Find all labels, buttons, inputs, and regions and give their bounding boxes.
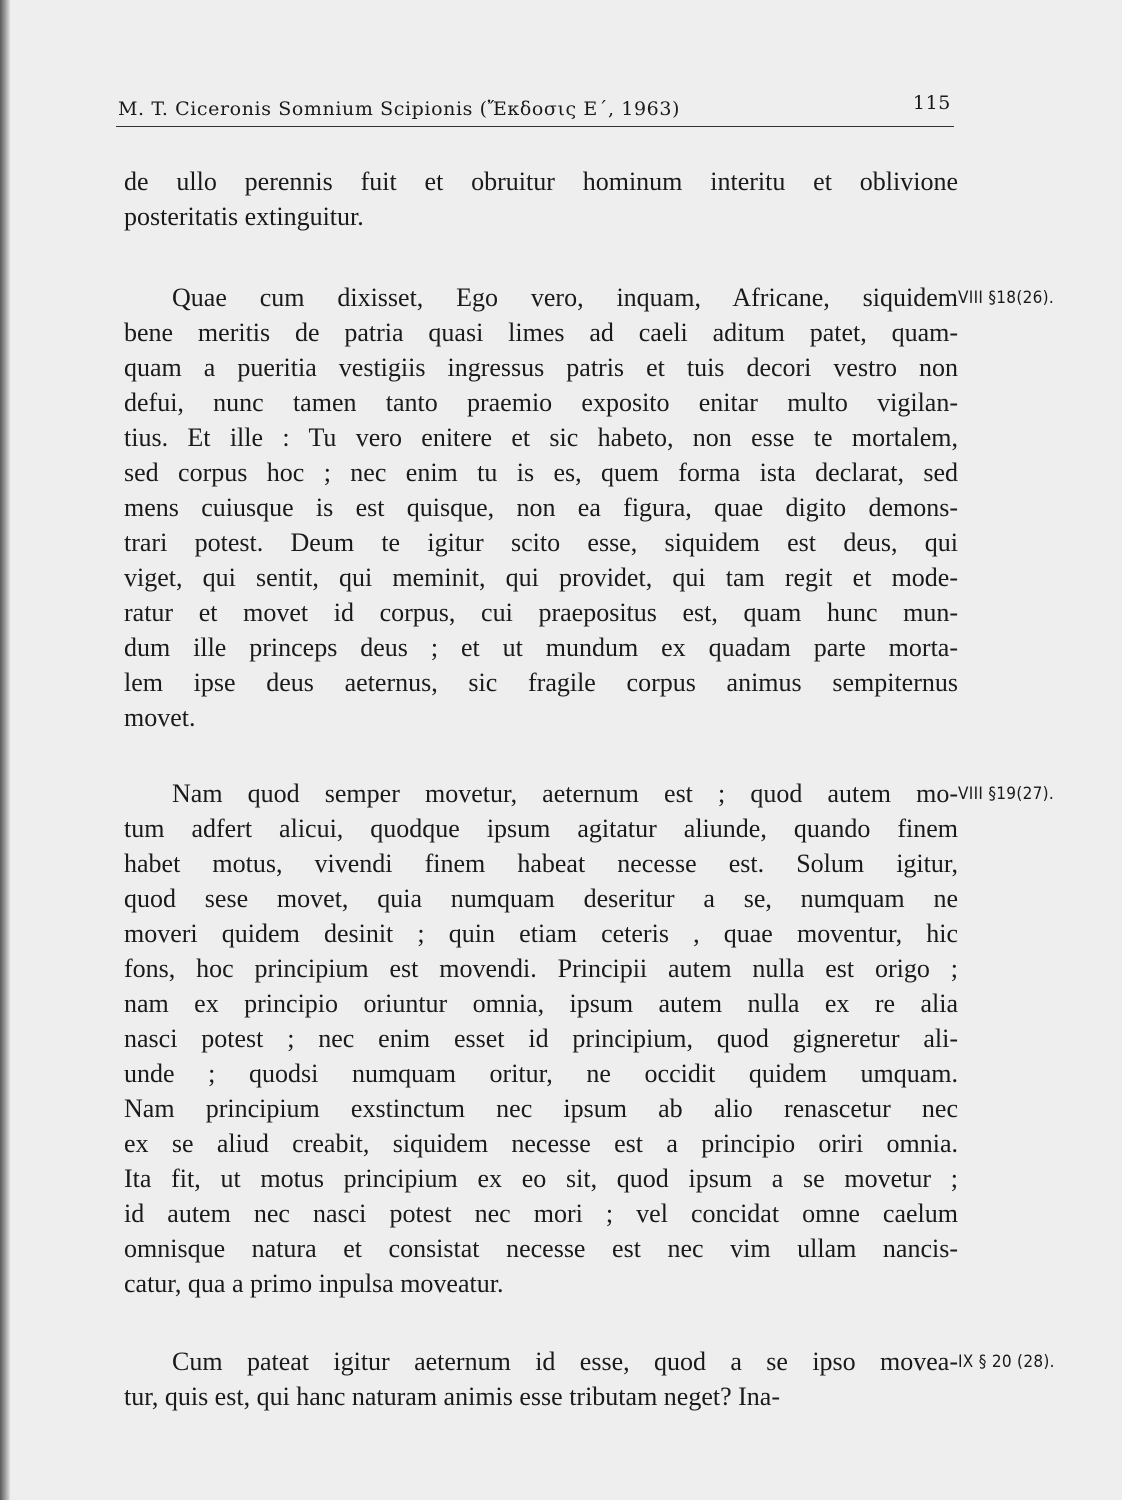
text-line: de ullo perennis fuit et obruitur hominum interitu et oblivione (124, 167, 958, 196)
text-line: tur, quis est, qui hanc naturam animis esse tributam neget? Ina- (124, 1382, 780, 1411)
text-line: Cum pateat igitur aeternum id esse, quod a se ipso movea- (172, 1347, 958, 1376)
text-line: ratur et movet id corpus, cui praepositus est, quam hunc mun- (124, 598, 958, 627)
text-line: tum adfert alicui, quodque ipsum agitatur aliunde, quando finem (124, 814, 958, 843)
text-line: tius. Et ille : Tu vero enitere et sic habeto, non esse te mortalem, (124, 423, 958, 452)
text-line: lem ipse deus aeternus, sic fragile corpus animus sempiternus (124, 668, 958, 697)
text-line: quam a pueritia vestigiis ingressus patris et tuis decori vestro non (124, 353, 958, 382)
text-line: Ita fit, ut motus principium ex eo sit, quod ipsum a se movetur ; (124, 1164, 958, 1193)
header-rule (116, 126, 954, 127)
text-line: Nam quod semper movetur, aeternum est ; quod autem mo- (172, 779, 958, 808)
text-line: ex se aliud creabit, siquidem necesse est a principio oriri omnia. (124, 1129, 958, 1158)
text-line: omnisque natura et consistat necesse est nec vim ullam nancis- (124, 1234, 958, 1263)
text-line: fons, hoc principium est movendi. Principii autem nulla est origo ; (124, 954, 958, 983)
text-line: nasci potest ; nec enim esset id principium, quod gigneretur ali- (124, 1024, 958, 1053)
marginal-reference: VIII §19(27). (958, 784, 1055, 804)
paragraph-4 (124, 1344, 958, 1414)
text-line: nam ex principio oriuntur omnia, ipsum autem nulla ex re alia (124, 989, 958, 1018)
text-line: posteritatis extinguitur. (124, 202, 364, 231)
text-line: sed corpus hoc ; nec enim tu is es, quem forma ista declarat, sed (124, 458, 958, 487)
text-line: Nam principium exstinctum nec ipsum ab alio renascetur nec (124, 1094, 958, 1123)
text-line: Quae cum dixisset, Ego vero, inquam, Africane, siquidem (172, 283, 958, 312)
marginal-reference: VIII §18(26). (958, 288, 1055, 308)
text-line: movet. (124, 703, 196, 732)
page-number: 115 (912, 92, 951, 114)
text-line: bene meritis de patria quasi limes ad caeli aditum patet, quam- (124, 318, 958, 347)
text-line: quod sese movet, quia numquam deseritur a se, numquam ne (124, 884, 958, 913)
paragraph-3 (124, 776, 958, 1301)
text-line: id autem nec nasci potest nec mori ; vel concidat omne caelum (124, 1199, 958, 1228)
running-title: M. T. Ciceronis Somnium Scipionis (Ἔκδοσις Ε΄, 1963) (118, 98, 681, 120)
text-line: moveri quidem desinit ; quin etiam ceteris , quae moventur, hic (124, 919, 958, 948)
text-line: habet motus, vivendi finem habeat necesse est. Solum igitur, (124, 849, 958, 878)
text-line: trari potest. Deum te igitur scito esse, siquidem est deus, qui (124, 528, 958, 557)
marginal-reference: IX § 20 (28). (958, 1352, 1055, 1372)
text-line: unde ; quodsi numquam oritur, ne occidit quidem umquam. (124, 1059, 958, 1088)
page-binding-edge (0, 0, 10, 1500)
text-line: dum ille princeps deus ; et ut mundum ex quadam parte morta- (124, 633, 958, 662)
paragraph-2 (124, 280, 958, 735)
text-line: viget, qui sentit, qui meminit, qui providet, qui tam regit et mode- (124, 563, 958, 592)
text-line: catur, qua a primo inpulsa moveatur. (124, 1269, 504, 1298)
paragraph-1 (124, 164, 958, 234)
text-line: defui, nunc tamen tanto praemio exposito enitar multo vigilan- (124, 388, 958, 417)
text-line: mens cuiusque is est quisque, non ea figura, quae digito demons- (124, 493, 958, 522)
running-head (118, 92, 953, 120)
